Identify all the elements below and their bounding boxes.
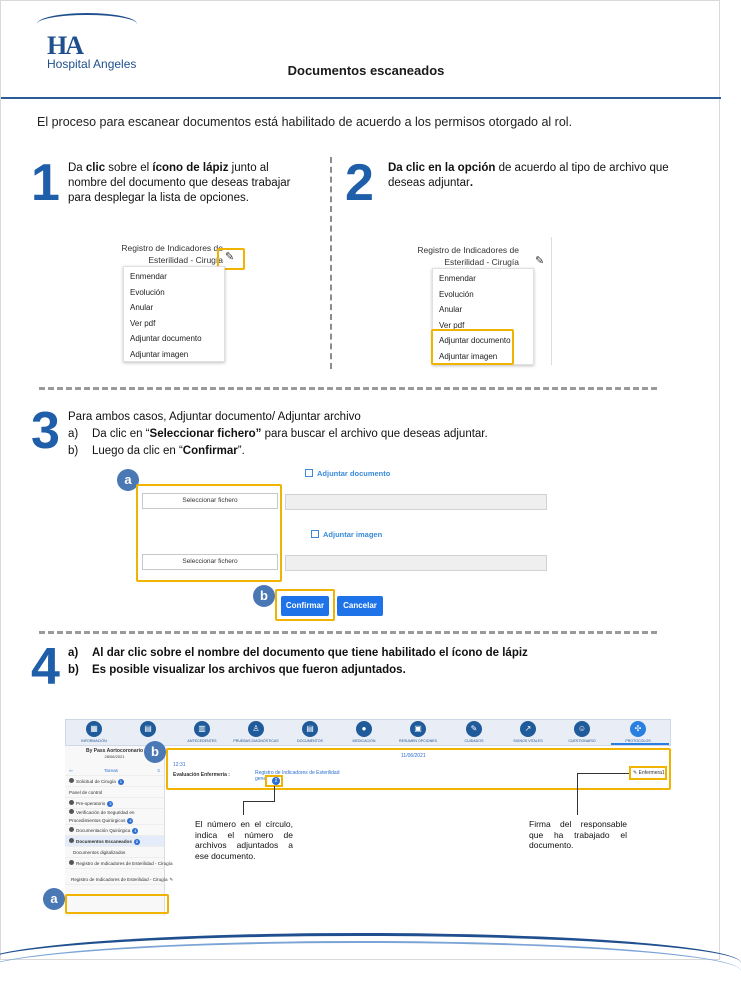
nav-item-pruebas[interactable]: ♙ PRUEBAS DIAGNÓSTICAS: [229, 721, 283, 743]
menu-item-adjuntar-documento[interactable]: Adjuntar documento: [439, 336, 511, 345]
edit-icon: [311, 530, 319, 538]
menu-item-evolucion[interactable]: Evolución: [439, 289, 474, 299]
logo-mark: HA: [47, 31, 82, 60]
menu-edge-line: [551, 237, 552, 365]
step-divider-vertical: [330, 157, 332, 369]
adjuntar-imagen-link[interactable]: Adjuntar imagen: [311, 530, 382, 539]
tasks-header[interactable]: ⇦ Tareas ≡: [65, 765, 164, 776]
nav-item-signos-vitales[interactable]: ↗ SIGNOS VITALES: [501, 721, 555, 743]
nav-item-resumen[interactable]: ▣ RESUMEN OPCIONES: [391, 721, 445, 743]
step-1-options-menu: [123, 266, 225, 362]
nav-item-informacion[interactable]: ▦ INFORMACIÓN: [67, 721, 121, 743]
sidebar-item-registro-1[interactable]: Registro de Indicadores de Esterilidad - Cirugía: [65, 858, 164, 869]
confirm-button[interactable]: Confirmar: [281, 596, 329, 616]
header-rule: [1, 97, 721, 99]
step-2-document-name: Registro de Indicadores de Esterilidad - Cirugía: [417, 245, 519, 267]
section-divider: [39, 387, 657, 390]
adjuntar-options-highlight: [431, 329, 514, 365]
person-icon: ♙: [248, 721, 264, 737]
sidebar-item-digitalizados[interactable]: Documentos digitalizados: [65, 847, 164, 858]
callout-line: [243, 801, 275, 802]
edit-icon: [305, 469, 313, 477]
pencil-icon[interactable]: ✎: [169, 877, 174, 882]
nav-item-medicacion[interactable]: ● MEDICACIÓN: [337, 721, 391, 743]
file-path-field[interactable]: [285, 494, 547, 510]
nav-item-folder[interactable]: [121, 721, 175, 739]
user-icon: ☺: [574, 721, 590, 737]
info-icon: ▦: [86, 721, 102, 737]
patient-name: By Pass Aortocoronario: [85, 748, 144, 754]
step-1-number: 1: [31, 154, 60, 212]
sidebar-item-documentos-escaneados[interactable]: Documentos Escaneados 2: [65, 836, 164, 847]
sidebar-item-preoperatorio[interactable]: Pre-operatorio 3: [65, 798, 164, 809]
step-4-number: 4: [31, 638, 60, 696]
sidebar-item-documentacion[interactable]: Documentación Quirúrgica 4: [65, 825, 164, 836]
menu-item-enmendar[interactable]: Enmendar: [439, 274, 476, 283]
pill-icon: ●: [356, 721, 372, 737]
menu-item-ver-pdf[interactable]: Ver pdf: [130, 318, 156, 328]
file-path-field[interactable]: [285, 555, 547, 571]
app-sidebar: [65, 746, 174, 916]
menu-item-ver-pdf[interactable]: Ver pdf: [439, 320, 465, 330]
record-time: 12:31: [173, 762, 186, 768]
label-a: a: [117, 469, 139, 491]
clipboard-icon: ▥: [194, 721, 210, 737]
step-2-number: 2: [345, 154, 374, 212]
nav-item-cuidados[interactable]: ✎ CUIDADOS: [447, 721, 501, 743]
sidebar-item-panel[interactable]: Panel de control: [65, 787, 164, 798]
adjuntar-documento-link[interactable]: Adjuntar documento: [305, 469, 390, 478]
menu-item-adjuntar-imagen[interactable]: Adjuntar imagen: [439, 351, 498, 361]
signer: ✎ Enfermera1: [633, 770, 665, 776]
menu-item-adjuntar-documento[interactable]: Adjuntar documento: [130, 334, 202, 343]
nav-item-antecedentes[interactable]: ▥ ANTECEDENTES: [175, 721, 229, 743]
active-tab-indicator: [611, 743, 669, 745]
pencil-icon[interactable]: ✎: [225, 251, 235, 263]
select-file-button[interactable]: Seleccionar fichero: [142, 554, 278, 570]
cancel-button[interactable]: Cancelar: [337, 596, 383, 616]
menu-icon[interactable]: ≡: [157, 768, 160, 773]
menu-item-adjuntar-imagen[interactable]: Adjuntar imagen: [130, 349, 189, 359]
label-a: a: [43, 888, 65, 910]
registro-highlight: [65, 894, 169, 914]
label-b: b: [144, 741, 166, 763]
section-divider: [39, 631, 657, 634]
step-3-number: 3: [31, 402, 60, 460]
chart-icon: ↗: [520, 721, 536, 737]
edit-icon: ✎: [633, 770, 638, 776]
sidebar-item-procedimientos[interactable]: Procedimientos Quirúrgicos 4: [65, 817, 164, 825]
sidebar-item-verificacion[interactable]: Verificación de Seguridad en: [65, 809, 164, 817]
attach-count-badge[interactable]: 2: [272, 777, 280, 785]
callout-line: [274, 786, 275, 801]
menu-item-enmendar[interactable]: Enmendar: [130, 272, 167, 281]
menu-item-anular[interactable]: Anular: [130, 303, 154, 312]
pencil-icon: ✎: [466, 721, 482, 737]
callout-line: [577, 773, 578, 815]
label-b: b: [253, 585, 275, 607]
callout-signature: Firma del responsable que ha trabajado el documento.: [529, 819, 627, 850]
step-1-text: Da clic sobre el ícono de lápiz junto al nombre del documento que deseas trabajar para desplegar la lista de opciones.: [68, 162, 291, 204]
step-4-text: a) Al dar clic sobre el nombre del documento que tiene habilitado el ícono de lápiz b) Es posible visualizar los archivos que fueron adjuntados.: [68, 647, 528, 676]
document-icon: ▤: [302, 721, 318, 737]
callout-line: [243, 801, 244, 815]
logo-text: Hospital Angeles: [47, 57, 137, 71]
evaluation-label: Evaluación Enfermería :: [173, 772, 230, 778]
nav-item-cuestionario[interactable]: ☺ CUESTIONARIO: [555, 721, 609, 743]
document-link[interactable]: Registro de Indicadores de Esterilidad gene: [255, 770, 340, 782]
intro-text: El proceso para escanear documentos está habilitado de acuerdo a los permisos otorgado al rol.: [37, 115, 573, 129]
sidebar-item-solicitud[interactable]: Solicitud de Cirugía 1: [65, 776, 164, 787]
record-date: 11/06/2021: [401, 753, 426, 759]
menu-item-evolucion[interactable]: Evolución: [130, 287, 165, 297]
pencil-icon[interactable]: ✎: [535, 255, 545, 267]
network-icon: ✣: [630, 721, 646, 737]
step-1-document-name: Registro de Indicadores de Esterilidad - Cirugía: [121, 243, 223, 265]
footer-swoosh: [0, 941, 741, 1001]
document-title: Documentos escaneados: [287, 63, 445, 78]
summary-icon: ▣: [410, 721, 426, 737]
callout-attachments: El número en el círculo, indica el número de archivos adjuntados a ese documento.: [195, 819, 293, 861]
step-3-text: Para ambos casos, Adjuntar documento/ Adjuntar archivo a) Da clic en “Seleccionar fichero” para buscar el archivo que deseas adjuntar. b) Luego da clic en “Confirmar”.: [68, 411, 488, 457]
menu-item-anular[interactable]: Anular: [439, 305, 463, 314]
exit-icon: ⇦: [69, 768, 73, 773]
select-file-button[interactable]: Seleccionar fichero: [142, 493, 278, 509]
callout-line: [577, 773, 629, 774]
nav-item-documentos[interactable]: ▤ DOCUMENTOS: [283, 721, 337, 743]
folder-icon: ▤: [140, 721, 156, 737]
sidebar-item-registro-2[interactable]: Registro de Indicadores de Esterilidad - Cirugía ✎: [65, 874, 164, 885]
step-2-text: Da clic en la opción de acuerdo al tipo de archivo que deseas adjuntar.: [388, 162, 669, 189]
patient-date: 28/06/2021: [104, 754, 125, 759]
record-highlight: [166, 748, 671, 790]
nav-item-protocolos[interactable]: ✣ PROTOCOLOS: [611, 721, 665, 743]
